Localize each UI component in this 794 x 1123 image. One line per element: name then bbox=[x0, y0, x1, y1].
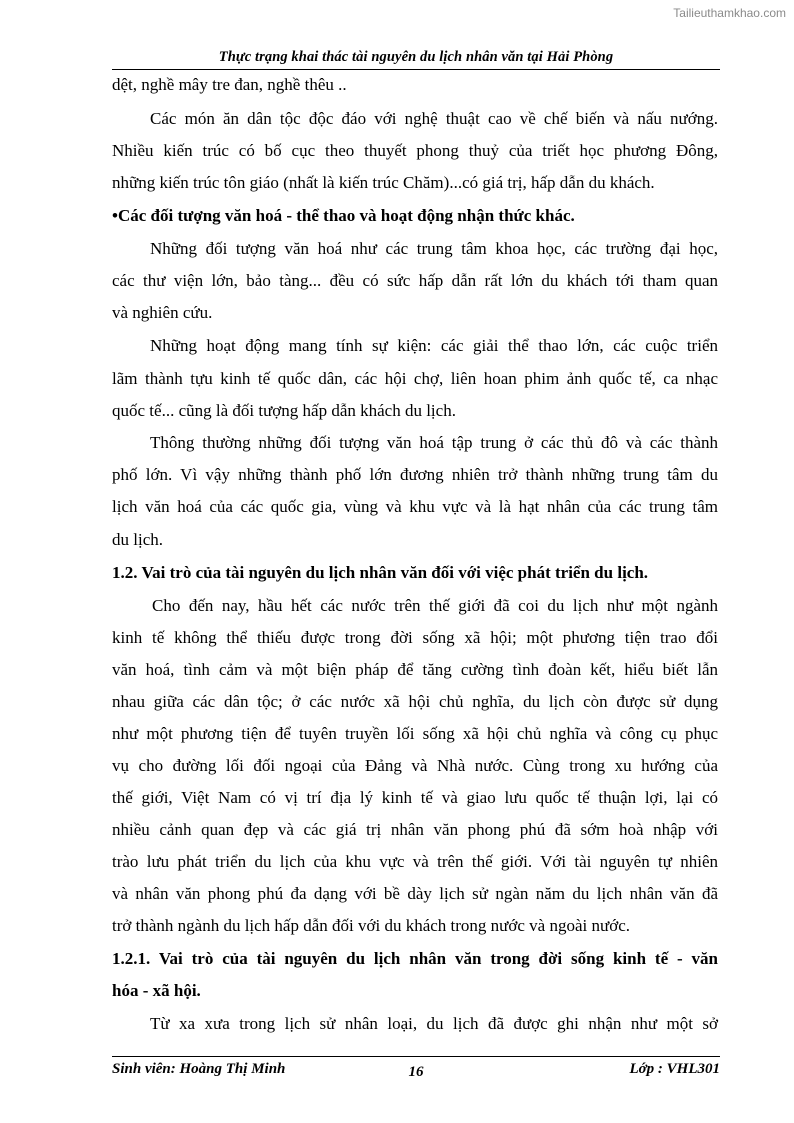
body-line: lãm thành tựu kinh tế quốc dân, các hội chợ, liên hoan phim ảnh quốc tế, ca nhạc bbox=[112, 369, 718, 388]
section-heading: •Các đối tượng văn hoá - thể thao và hoạt động nhận thức khác. bbox=[112, 206, 575, 225]
footer-student: Sinh viên: Hoàng Thị Minh bbox=[112, 1061, 286, 1077]
body-line: vụ cho đường lối đối ngoại của Đảng và Nhà nước. Cùng trong xu hướng của bbox=[112, 756, 718, 775]
body-line: Những đối tượng văn hoá như các trung tâm khoa học, các trường đại học, bbox=[150, 239, 718, 258]
body-line: Từ xa xưa trong lịch sử nhân loại, du lịch đã được ghi nhận như một sở bbox=[150, 1014, 718, 1033]
body-line: kinh tế không thể thiếu được trong đời sống xã hội; một phương tiện trao đổi bbox=[112, 628, 718, 647]
body-line: quốc tế... cũng là đối tượng hấp dẫn khách du lịch. bbox=[112, 401, 456, 420]
watermark-text: Tailieuthamkhao.com bbox=[673, 6, 786, 20]
body-line: và nhân văn phong phú đa dạng với bề dày lịch sử ngàn năm du lịch nhân văn đã bbox=[112, 884, 718, 903]
section-heading: 1.2. Vai trò của tài nguyên du lịch nhân văn đối với việc phát triển du lịch. bbox=[112, 563, 649, 582]
section-heading: hóa - xã hội. bbox=[112, 981, 201, 1000]
body-line: nhiều cảnh quan đẹp và các giá trị nhân văn phong phú đã sớm hoà nhập với bbox=[112, 820, 718, 839]
footer-divider bbox=[112, 1056, 720, 1057]
footer-class: Lớp : VHL301 bbox=[629, 1061, 720, 1077]
body-line: nhau giữa các dân tộc; ở các nước xã hội chủ nghĩa, du lịch còn được sử dụng bbox=[112, 692, 718, 711]
body-line: phố lớn. Vì vậy những thành phố lớn đương nhiên trở thành những trung tâm du bbox=[112, 465, 718, 484]
body-line: trào lưu phát triển du lịch của khu vực và trên thế giới. Với tài nguyên tự nhiên bbox=[112, 852, 718, 871]
body-line: những kiến trúc tôn giáo (nhất là kiến trúc Chăm)...có giá trị, hấp dẫn du khách. bbox=[112, 173, 655, 192]
page-number: 16 bbox=[408, 1064, 424, 1080]
body-line: dệt, nghề mây tre đan, nghề thêu .. bbox=[112, 75, 347, 94]
body-line: như một phương tiện để tuyên truyền lối sống xã hội chủ nghĩa và công cụ phục bbox=[112, 724, 718, 743]
body-line: lịch văn hoá của các quốc gia, vùng và khu vực và là hạt nhân của các trung tâm bbox=[112, 497, 718, 516]
body-line: Cho đến nay, hầu hết các nước trên thế giới đã coi du lịch như một ngành bbox=[152, 596, 718, 615]
body-line: các thư viện lớn, bảo tàng... đều có sức hấp dẫn rất lớn du khách tới tham quan bbox=[112, 271, 718, 290]
body-line: và nghiên cứu. bbox=[112, 303, 213, 322]
body-line: thế giới, Việt Nam có vị trí địa lý kinh tế và giao lưu quốc tế thuận lợi, lại có bbox=[112, 788, 718, 807]
body-line: trở thành ngành du lịch hấp dẫn đối với du khách trong nước và ngoài nước. bbox=[112, 916, 630, 935]
body-line: Thông thường những đối tượng văn hoá tập trung ở các thủ đô và các thành bbox=[150, 433, 718, 452]
section-heading: 1.2.1. Vai trò của tài nguyên du lịch nhân văn trong đời sống kinh tế - văn bbox=[112, 949, 718, 968]
page-header: Thực trạng khai thác tài nguyên du lịch nhân văn tại Hải Phòng bbox=[112, 48, 720, 70]
body-line: Các món ăn dân tộc độc đáo với nghệ thuật cao về chế biến và nấu nướng. bbox=[150, 109, 718, 128]
page-footer bbox=[112, 1058, 720, 1080]
body-line: Những hoạt động mang tính sự kiện: các giải thể thao lớn, các cuộc triển bbox=[150, 336, 718, 355]
body-line: văn hoá, tình cảm và một biện pháp để tăng cường tình đoàn kết, hiểu biết lẫn bbox=[112, 660, 718, 679]
body-line: Nhiều kiến trúc có bố cục theo thuyết phong thuỷ của triết học phương Đông, bbox=[112, 141, 718, 160]
body-line: du lịch. bbox=[112, 530, 163, 549]
